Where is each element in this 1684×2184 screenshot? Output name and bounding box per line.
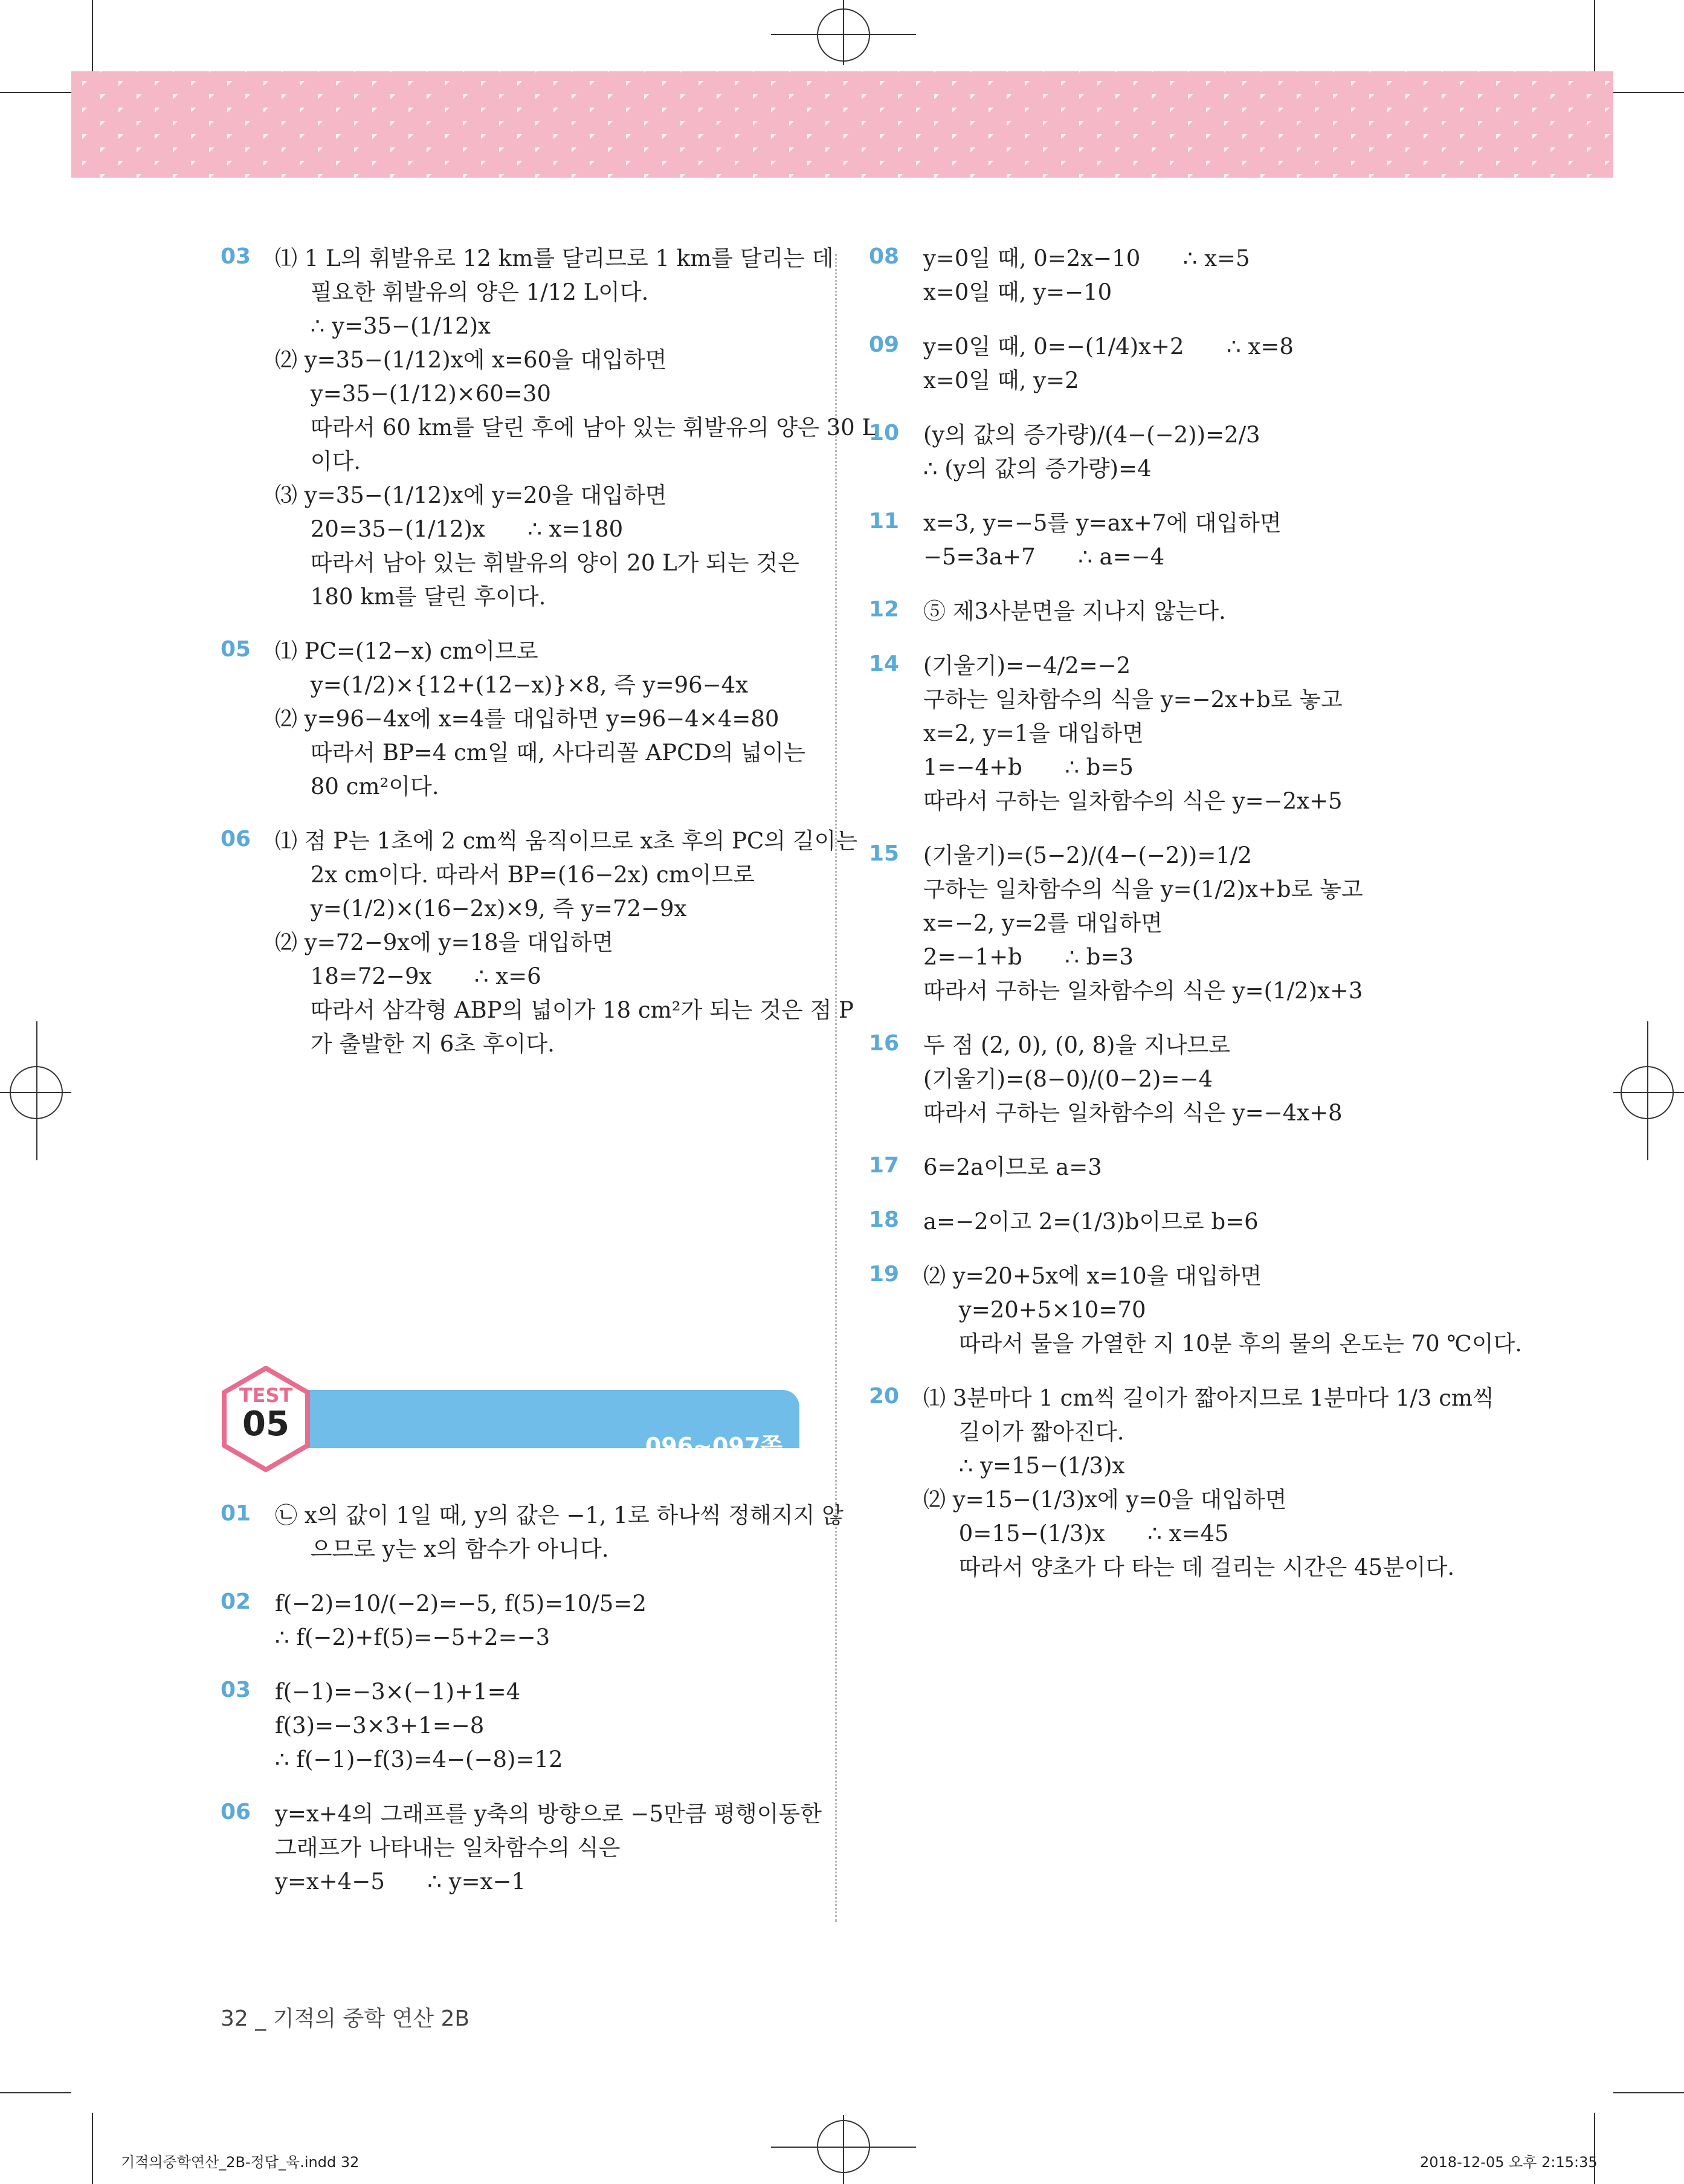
- answer-item: [869, 418, 1449, 486]
- answer-line: ⑴ PC=(12−x) cm이므로: [275, 638, 538, 664]
- answer-line: 으므로 y는 x의 함수가 아니다.: [275, 1536, 609, 1562]
- item-number: 14: [869, 651, 900, 676]
- registration-mark: [817, 2120, 870, 2173]
- left-column: [221, 242, 877, 1082]
- answer-line: 두 점 (2, 0), (0, 8)을 지나므로: [923, 1032, 1230, 1058]
- answer-item: [869, 1151, 1449, 1184]
- item-number: 06: [221, 827, 251, 851]
- answer-line: (기울기)=−4/2=−2: [923, 653, 1131, 679]
- crop-mark: [1594, 0, 1595, 71]
- answer-item: [869, 506, 1449, 574]
- answer-line: x=0일 때, y=−10: [923, 279, 1112, 305]
- answer-item: [869, 1205, 1449, 1239]
- column-divider: [835, 254, 837, 1922]
- answer-line: 따라서 60 km를 달린 후에 남아 있는 휘발유의 양은 30 L: [275, 415, 877, 441]
- header-banner: [71, 71, 1613, 178]
- answer-line: ⑵ y=96−4x에 x=4를 대입하면 y=96−4×4=80: [275, 706, 779, 732]
- answer-line: 따라서 삼각형 ABP의 넓이가 18 cm²가 되는 것은 점 P: [275, 997, 854, 1023]
- item-number: 11: [869, 509, 900, 534]
- item-number: 09: [869, 332, 900, 357]
- answer-line: 구하는 일차함수의 식을 y=(1/2)x+b로 놓고: [923, 876, 1363, 902]
- answer-line: 0=15−(1/3)x ∴ x=45: [923, 1520, 1229, 1546]
- answer-item: [869, 839, 1449, 1008]
- answer-line: 따라서 구하는 일차함수의 식은 y=−2x+5: [923, 788, 1343, 814]
- answer-line: ⑴ 1 L의 휘발유로 12 km를 달리므로 1 km를 달리는 데: [275, 245, 834, 271]
- answer-line: 따라서 구하는 일차함수의 식은 y=−4x+8: [923, 1100, 1343, 1126]
- answer-line: 따라서 BP=4 cm일 때, 사다리꼴 APCD의 넓이는: [275, 740, 805, 766]
- answer-line: 20=35−(1/12)x ∴ x=180: [275, 516, 624, 542]
- answer-line: 가 출발한 지 6초 후이다.: [275, 1031, 555, 1057]
- answer-line: ⑴ 점 P는 1초에 2 cm씩 움직이므로 x초 후의 PC의 길이는: [275, 828, 858, 854]
- answer-item: [869, 242, 1449, 309]
- item-number: 16: [869, 1031, 900, 1056]
- answer-line: 따라서 남아 있는 휘발유의 양이 20 L가 되는 것은: [275, 550, 799, 576]
- item-number: 12: [869, 597, 900, 622]
- answer-line: 구하는 일차함수의 식을 y=−2x+b로 놓고: [923, 687, 1343, 712]
- answer-item: [221, 1675, 807, 1777]
- answer-line: (기울기)=(5−2)/(4−(−2))=1/2: [923, 842, 1252, 868]
- answer-item: [869, 595, 1449, 628]
- test-page-range: 096~097쪽: [645, 1433, 782, 1459]
- answer-item: [221, 242, 877, 614]
- answer-item: [221, 824, 858, 1061]
- answer-line: 80 cm²이다.: [275, 774, 439, 800]
- answer-line: y=x+4의 그래프를 y축의 방향으로 −5만큼 평행이동한: [275, 1801, 822, 1827]
- crop-mark: [1613, 92, 1684, 93]
- answer-line: 2x cm이다. 따라서 BP=(16−2x) cm이므로: [275, 862, 755, 888]
- answer-line: (y의 값의 증가량)/(4−(−2))=2/3: [923, 422, 1260, 448]
- crop-mark: [92, 2113, 93, 2184]
- item-number: 15: [869, 841, 900, 866]
- right-column: [869, 242, 1523, 1605]
- answer-line: ∴ f(−2)+f(5)=−5+2=−3: [275, 1624, 550, 1650]
- slug-filename: 기적의중학연산_2B-정답_육.indd 32: [121, 2154, 360, 2171]
- answer-line: ㉡ x의 값이 1일 때, y의 값은 −1, 1로 하나씩 정해지지 않: [275, 1502, 844, 1528]
- answer-line: ⑵ y=20+5x에 x=10을 대입하면: [923, 1263, 1262, 1289]
- answer-line: 따라서 양초가 다 타는 데 걸리는 시간은 45분이다.: [923, 1554, 1455, 1580]
- item-number: 17: [869, 1153, 900, 1178]
- item-number: 03: [221, 244, 251, 269]
- answer-line: y=(1/2)×{12+(12−x)}×8, 즉 y=96−4x: [275, 672, 749, 698]
- answer-line: x=2, y=1을 대입하면: [923, 720, 1144, 746]
- answer-line: y=0일 때, 0=2x−10 ∴ x=5: [923, 245, 1250, 271]
- answer-item: [221, 1587, 807, 1655]
- answer-line: (기울기)=(8−0)/(0−2)=−4: [923, 1066, 1213, 1092]
- answer-line: 이다.: [275, 448, 361, 474]
- answer-line: y=x+4−5 ∴ y=x−1: [275, 1869, 526, 1895]
- answer-line: 길이가 짧아진다.: [923, 1419, 1124, 1445]
- test-label: TEST: [239, 1384, 293, 1407]
- answer-line: f(−2)=10/(−2)=−5, f(5)=10/5=2: [275, 1591, 647, 1617]
- crop-mark: [0, 92, 71, 93]
- crop-mark: [0, 2092, 71, 2093]
- crop-mark: [1594, 2113, 1595, 2184]
- answer-line: ⑤ 제3사분면을 지나지 않는다.: [923, 598, 1226, 624]
- answer-item: [869, 1029, 1449, 1130]
- answer-line: 2=−1+b ∴ b=3: [923, 944, 1134, 970]
- item-number: 06: [221, 1800, 251, 1824]
- answer-line: y=0일 때, 0=−(1/4)x+2 ∴ x=8: [923, 334, 1294, 360]
- test-number: 05: [242, 1404, 289, 1444]
- answer-line: ∴ f(−1)−f(3)=4−(−8)=12: [275, 1746, 563, 1772]
- test-answers: [221, 1499, 844, 1919]
- answer-line: f(3)=−3×3+1=−8: [275, 1713, 485, 1739]
- answer-item: [869, 649, 1449, 818]
- answer-item: [221, 635, 807, 804]
- answer-item: [221, 1797, 822, 1899]
- answer-line: a=−2이고 2=(1/3)b이므로 b=6: [923, 1209, 1259, 1235]
- item-number: 01: [221, 1501, 251, 1526]
- slug-timestamp: 2018-12-05 오후 2:15:35: [1420, 2154, 1598, 2171]
- answer-item: [869, 1259, 1523, 1361]
- test-section-header: [221, 1366, 799, 1459]
- registration-mark: [817, 8, 870, 62]
- answer-line: x=0일 때, y=2: [923, 367, 1079, 393]
- answer-line: y=35−(1/12)×60=30: [275, 381, 551, 407]
- page-footer: 32 _ 기적의 중학 연산 2B: [221, 2006, 470, 2031]
- answer-line: 따라서 구하는 일차함수의 식은 y=(1/2)x+3: [923, 978, 1363, 1004]
- answer-line: 18=72−9x ∴ x=6: [275, 963, 541, 989]
- answer-line: f(−1)=−3×(−1)+1=4: [275, 1679, 521, 1705]
- answer-line: ∴ y=35−(1/12)x: [275, 313, 491, 339]
- answer-item: [869, 1381, 1494, 1585]
- answer-line: 따라서 물을 가열한 지 10분 후의 물의 온도는 70 ℃이다.: [923, 1331, 1523, 1357]
- item-number: 03: [221, 1678, 251, 1702]
- answer-line: x=3, y=−5를 y=ax+7에 대입하면: [923, 510, 1282, 536]
- answer-line: x=−2, y=2를 대입하면: [923, 910, 1163, 936]
- answer-line: 그래프가 나타내는 일차함수의 식은: [275, 1835, 621, 1861]
- answer-line: ⑵ y=15−(1/3)x에 y=0을 대입하면: [923, 1487, 1287, 1513]
- crop-mark: [1613, 2092, 1684, 2093]
- answer-line: ⑴ 3분마다 1 cm씩 길이가 짧아지므로 1분마다 1/3 cm씩: [923, 1385, 1494, 1411]
- answer-line: ∴ (y의 값의 증가량)=4: [923, 456, 1152, 482]
- answer-line: −5=3a+7 ∴ a=−4: [923, 544, 1165, 570]
- item-number: 20: [869, 1384, 900, 1409]
- test-bar: [269, 1390, 799, 1459]
- answer-line: ⑵ y=72−9x에 y=18을 대입하면: [275, 929, 614, 955]
- item-number: 10: [869, 421, 900, 445]
- item-number: 19: [869, 1262, 900, 1287]
- answer-line: y=(1/2)×(16−2x)×9, 즉 y=72−9x: [275, 896, 687, 922]
- answer-line: 필요한 휘발유의 양은 1/12 L이다.: [275, 279, 649, 305]
- answer-line: ⑶ y=35−(1/12)x에 y=20을 대입하면: [275, 482, 667, 508]
- crop-mark: [92, 0, 93, 71]
- answer-line: ∴ y=15−(1/3)x: [923, 1453, 1125, 1479]
- registration-mark: [10, 1066, 63, 1119]
- item-number: 18: [869, 1207, 900, 1232]
- answer-item: [221, 1499, 844, 1566]
- item-number: 05: [221, 637, 251, 662]
- answer-line: 6=2a이므로 a=3: [923, 1154, 1102, 1180]
- answer-line: ⑵ y=35−(1/12)x에 x=60을 대입하면: [275, 347, 667, 373]
- answer-item: [869, 330, 1449, 398]
- answer-line: y=20+5×10=70: [923, 1297, 1146, 1323]
- item-number: 08: [869, 244, 900, 269]
- answer-line: 180 km를 달린 후이다.: [275, 584, 546, 610]
- answer-line: 1=−4+b ∴ b=5: [923, 754, 1134, 780]
- item-number: 02: [221, 1589, 251, 1614]
- registration-mark: [1621, 1066, 1674, 1119]
